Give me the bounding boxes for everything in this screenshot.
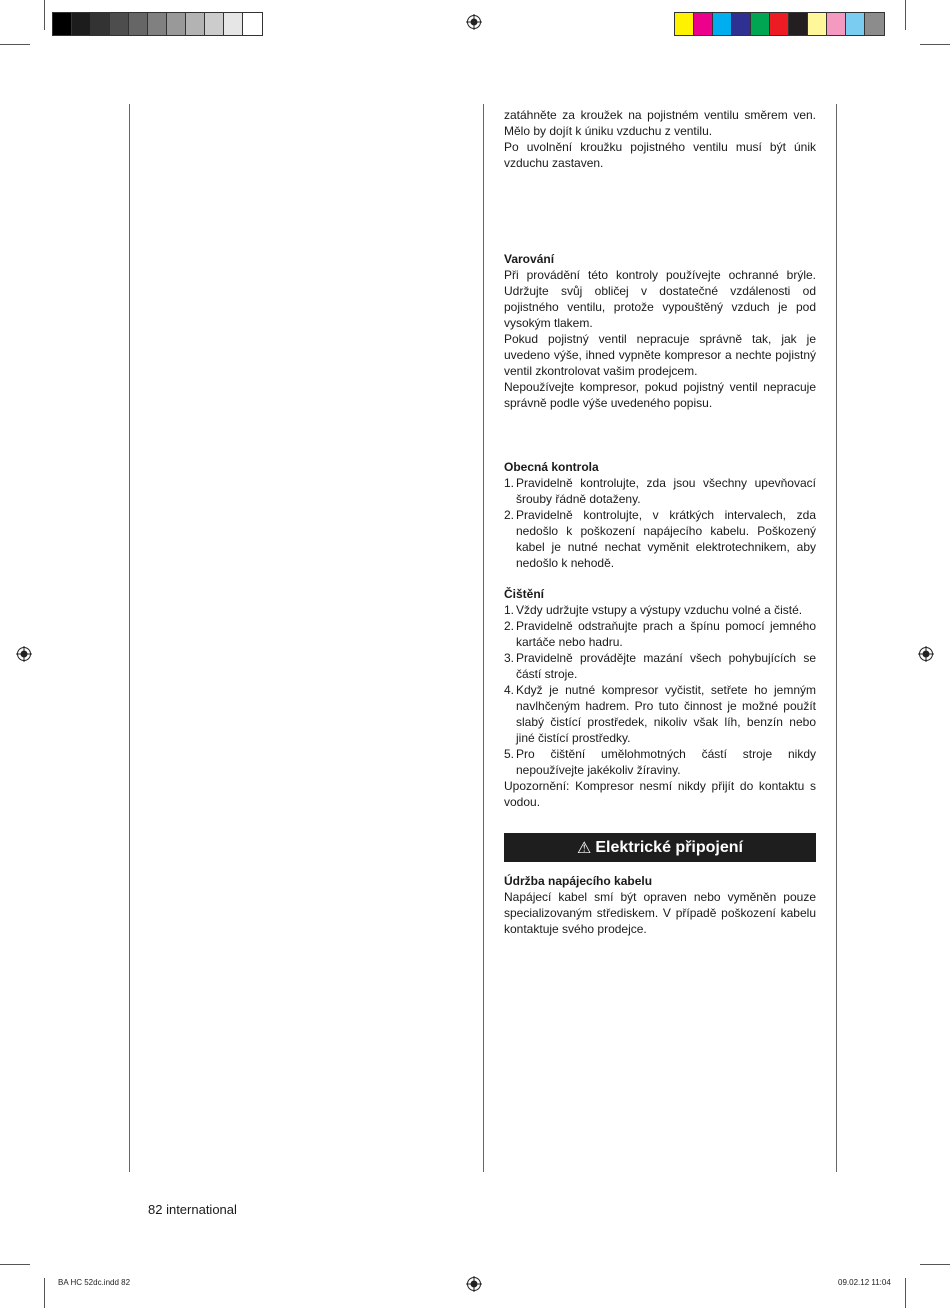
color-swatch [186,13,205,35]
warning-paragraph: Pokud pojistný ventil nepracuje správně tak, jak je uvedeno výše, ihned vypněte kompresor a nechte pojistný ventil zkontrolovat vašim prodejcem. [504,332,816,378]
color-swatch [846,13,865,35]
list-text: Pravidelně odstraňujte prach a špínu pomocí jemného kartáče nebo hadru. [516,619,816,649]
list-text: Pravidelně kontrolujte, v krátkých intervalech, zda nedošlo k poškození napájecího kabelu. Poškozený kabel je nutné nechat vyměnit elektrotechnikem, aby nedošlo k nehodě. [516,508,816,570]
list-item [504,618,816,650]
color-swatch [713,13,732,35]
cable-heading: Údržba napájecího kabelu [504,874,653,888]
cleaning-note: Upozornění: Kompresor nesmí nikdy přijít do kontaktu s vodou. [504,779,816,809]
slug-date-info: 09.02.12 11:04 [838,1278,891,1287]
warning-section [504,251,816,411]
color-swatch [675,13,694,35]
crop-mark [905,0,906,30]
list-number: 1. [504,603,515,617]
color-swatch [770,13,789,35]
intro-paragraph: zatáhněte za kroužek na pojistném ventilu směrem ven. Mělo by dojít k úniku vzduchu z ventilu. [504,108,816,138]
list-item [504,650,816,682]
general-check-section [504,459,816,571]
electrical-section-title: Elektrické připojení [595,838,743,856]
list-item [504,475,816,507]
list-text: Pravidelně provádějte mazání všech pohybujících se částí stroje. [516,651,816,681]
color-swatch [827,13,846,35]
page-number: 82 international [148,1202,237,1217]
color-swatch [732,13,751,35]
crop-mark [44,0,45,30]
registration-mark-icon [918,646,934,662]
cable-section [504,873,816,937]
list-number: 4. [504,683,515,697]
color-swatch [865,13,884,35]
warning-heading: Varování [504,252,555,266]
color-swatch [224,13,243,35]
color-swatch [53,13,72,35]
list-text: Vždy udržujte vstupy a výstupy vzduchu volné a čisté. [516,603,803,617]
crop-mark [920,44,950,45]
intro-paragraph: Po uvolnění kroužku pojistného ventilu musí být únik vzduchu zastaven. [504,140,816,170]
column-rule [836,104,837,1172]
cleaning-list [504,602,816,778]
cable-paragraph: Napájecí kabel smí být opraven nebo vyměněn pouze specializovaným střediskem. V případě poškození kabelu kontaktuje svého prodejce. [504,890,816,936]
gray-color-bar [52,12,263,36]
list-item [504,746,816,778]
color-swatch [148,13,167,35]
color-swatch [789,13,808,35]
general-check-heading: Obecná kontrola [504,460,599,474]
warning-paragraph: Nepoužívejte kompresor, pokud pojistný ventil nepracuje správně podle výše uvedeného popisu. [504,380,816,410]
column-rule [483,104,484,1172]
color-swatch [694,13,713,35]
crop-mark [0,44,30,45]
list-item [504,507,816,571]
color-swatch [808,13,827,35]
list-number: 2. [504,508,515,522]
crop-mark [905,1278,906,1308]
column-rule [129,104,130,1172]
color-swatch [751,13,770,35]
list-number: 3. [504,651,515,665]
color-swatch [167,13,186,35]
crop-mark [44,1278,45,1308]
warning-paragraph: Při provádění této kontroly používejte ochranné brýle. Udržujte svůj obličej v dostatečné vzdálenosti od pojistného ventilu, protože vypouštěný vzduch je pod vysokým tlakem. [504,268,816,330]
list-number: 5. [504,747,515,761]
electrical-section-banner [504,833,816,862]
registration-mark-icon [16,646,32,662]
color-swatch [72,13,91,35]
list-number: 1. [504,476,515,490]
color-swatch [205,13,224,35]
registration-mark-icon [466,1276,482,1292]
intro-section [504,107,816,171]
color-swatch [129,13,148,35]
registration-mark-icon [466,14,482,30]
list-text: Pravidelně kontrolujte, zda jsou všechny upevňovací šrouby řádně dotaženy. [516,476,816,506]
list-item [504,682,816,746]
general-check-list [504,475,816,571]
color-swatch [110,13,129,35]
color-swatch [243,13,262,35]
process-color-bar [674,12,885,36]
cleaning-section [504,586,816,810]
list-text: Pro čištění umělohmotných částí stroje nikdy nepoužívejte jakékoliv žíraviny. [516,747,816,777]
cleaning-heading: Čištění [504,587,545,601]
crop-mark [0,1264,30,1265]
list-item [504,602,816,618]
crop-mark [920,1264,950,1265]
slug-file-info: BA HC 52dc.indd 82 [58,1278,131,1287]
color-swatch [91,13,110,35]
list-number: 2. [504,619,515,633]
warning-triangle-icon: ⚠ [577,839,592,857]
list-text: Když je nutné kompresor vyčistit, setřete ho jemným navlhčeným hadrem. Pro tuto činnost je možné použít slabý čistící prostředek, nikoliv však líh, benzín nebo jiné čistící prostředky. [516,683,816,745]
